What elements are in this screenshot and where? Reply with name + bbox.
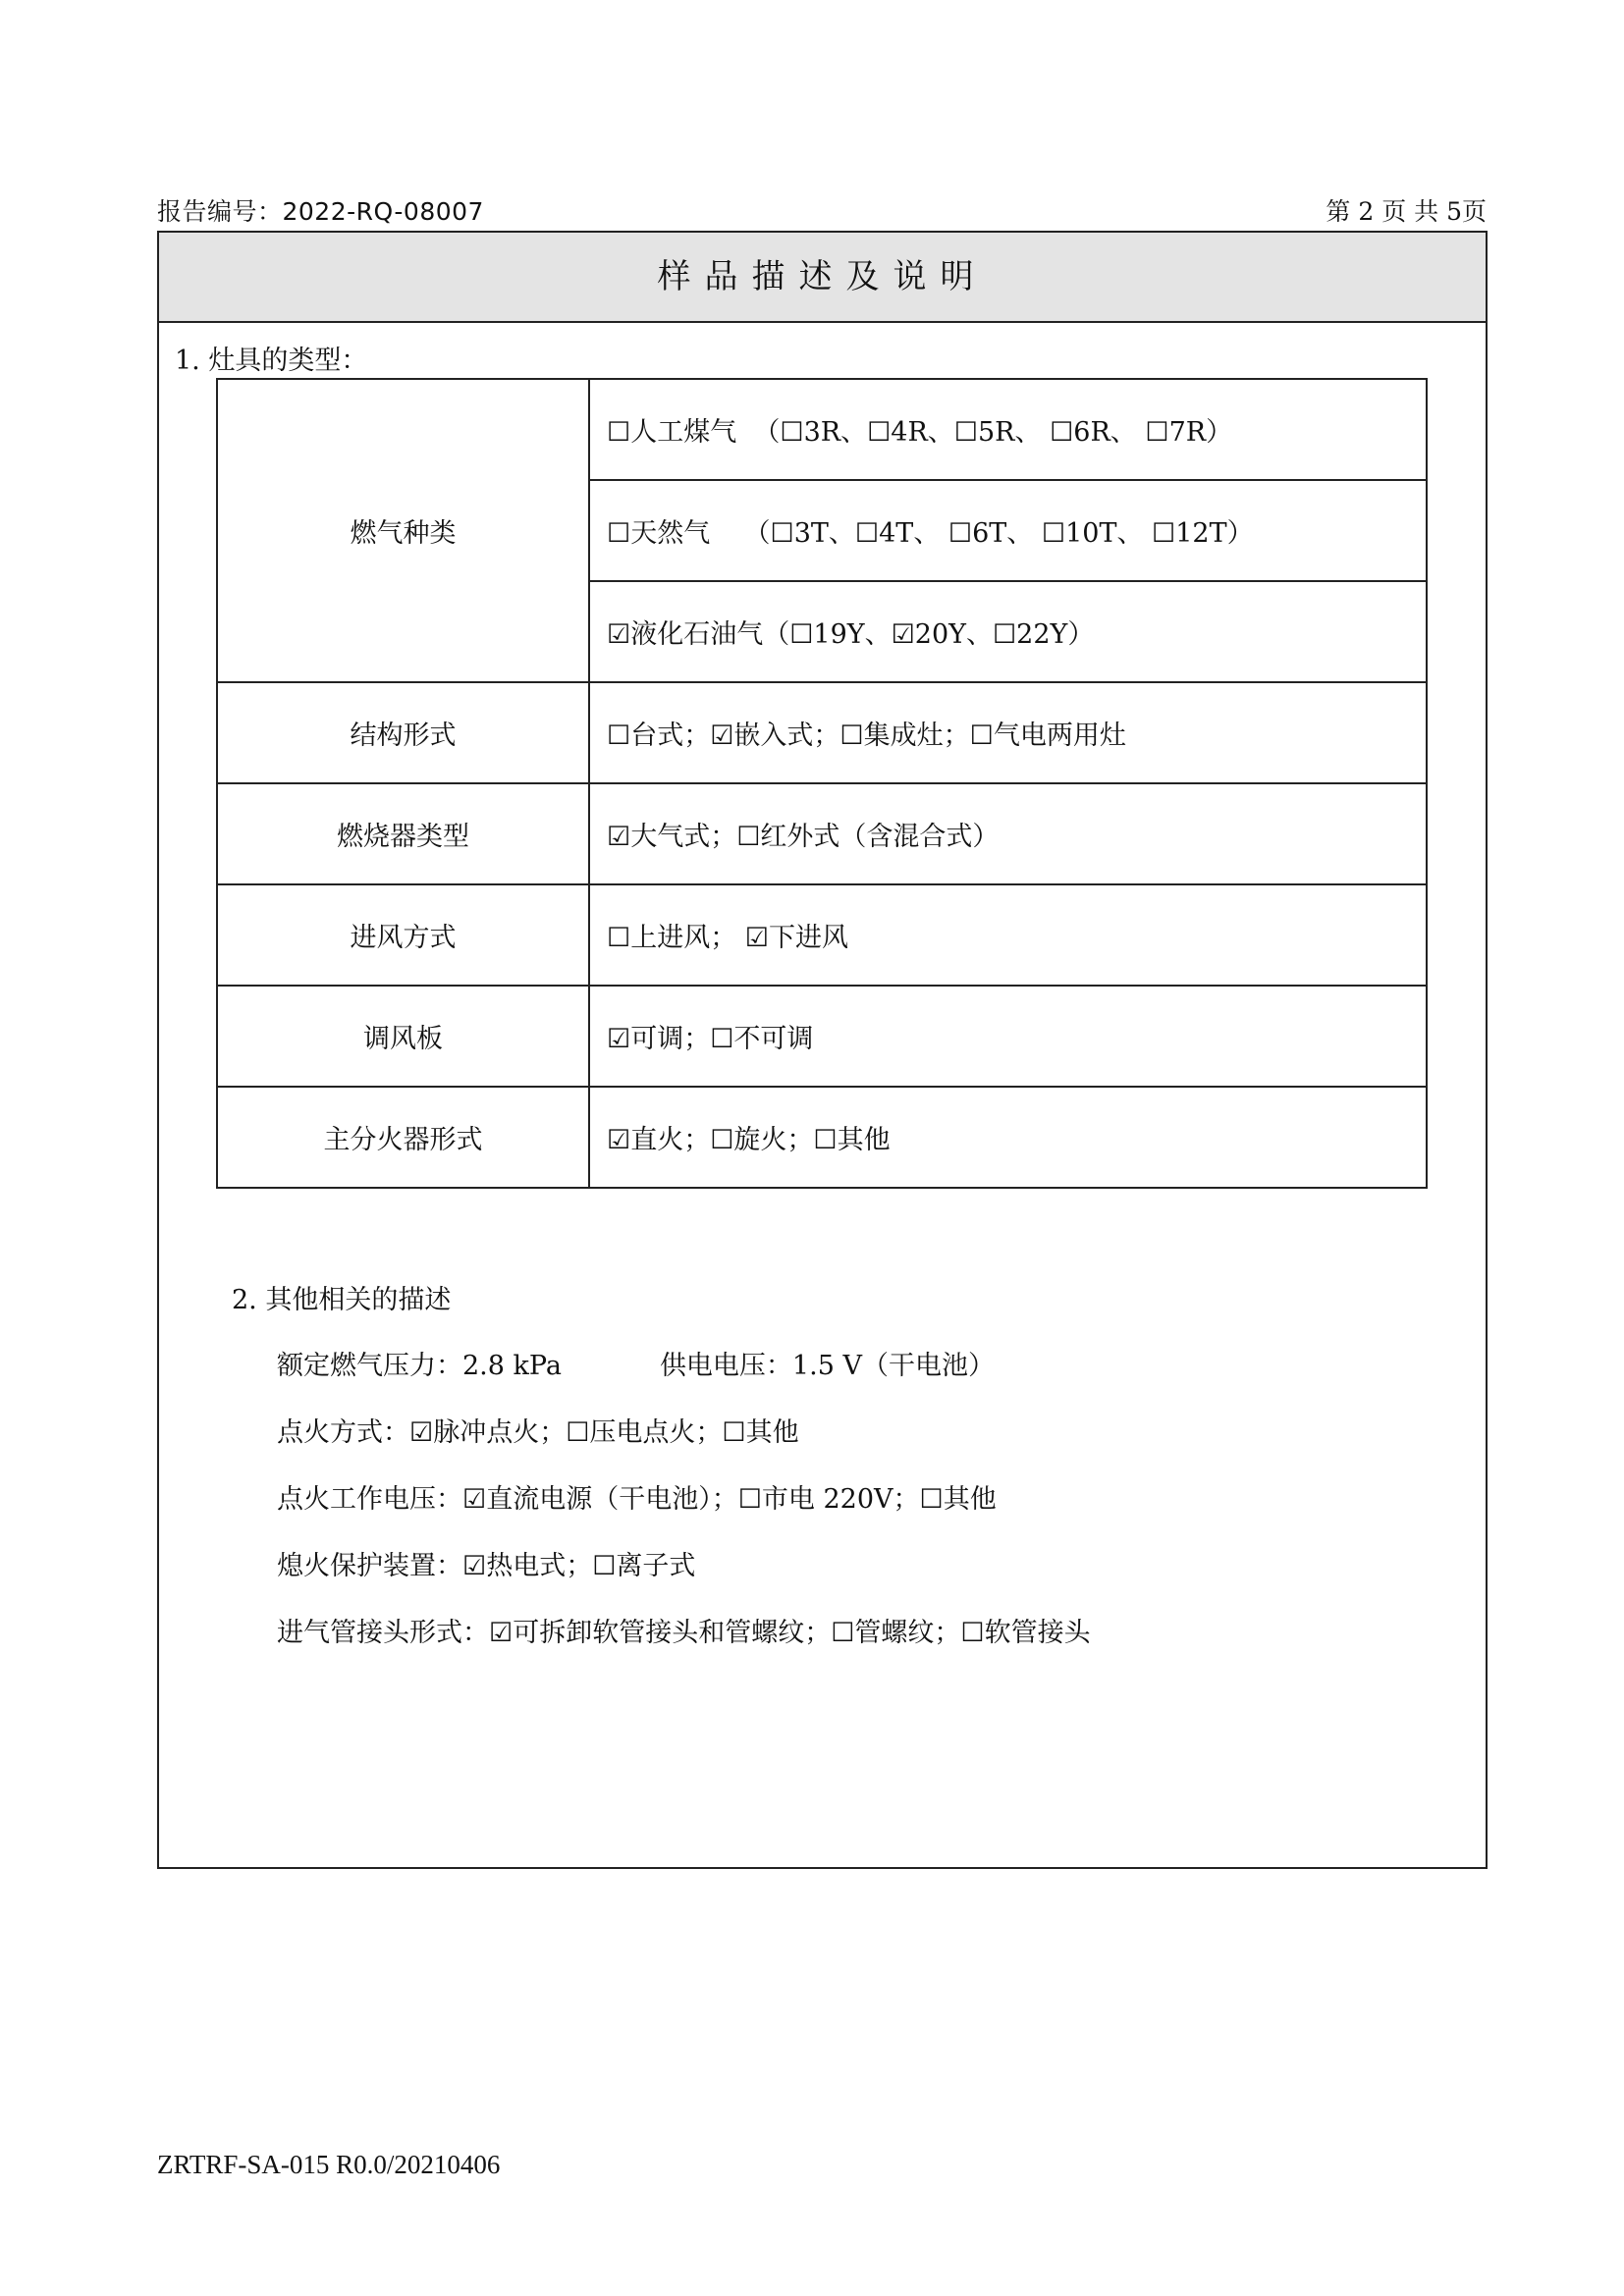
damper-label: 调风板 [217, 986, 589, 1087]
flame-cap-label: 主分火器形式 [217, 1087, 589, 1188]
form-code-footer: ZRTRF-SA-015 R0.0/20210406 [157, 2150, 501, 2179]
rated-pressure: 额定燃气压力：2.8 kPa [277, 1351, 562, 1381]
gas-option-artificial: ☐人工煤气 （☐3R、☐4R、☐5R、 ☐6R、 ☐7R） [589, 379, 1427, 480]
document-frame [157, 231, 1488, 1869]
air-intake-label: 进风方式 [217, 884, 589, 986]
ignition-method: 点火方式：☑脉冲点火；☐压电点火；☐其他 [277, 1417, 799, 1448]
burner-type-label: 燃烧器类型 [217, 783, 589, 884]
stove-type-table [216, 378, 1428, 1189]
page-header [157, 192, 1487, 228]
page-number: 第 2 页 共 5页 [1326, 197, 1487, 226]
table-row [217, 783, 1427, 884]
gas-type-label: 燃气种类 [217, 379, 589, 682]
section2 [232, 1278, 1091, 1678]
flame-failure-device: 熄火保护装置：☑热电式；☐离子式 [277, 1551, 696, 1581]
section-title: 样品描述及说明 [159, 233, 1486, 323]
table-row [217, 379, 1427, 480]
gas-option-natural: ☐天然气 （☐3T、☐4T、 ☐6T、 ☐10T、 ☐12T） [589, 480, 1427, 581]
table-row [217, 986, 1427, 1087]
structure-label: 结构形式 [217, 682, 589, 783]
gas-option-lpg: ☑液化石油气（☐19Y、☑20Y、☐22Y） [589, 581, 1427, 682]
inlet-connector: 进气管接头形式：☑可拆卸软管接头和管螺纹；☐管螺纹；☐软管接头 [277, 1618, 1091, 1648]
table-row [217, 884, 1427, 986]
damper-value: ☑可调；☐不可调 [589, 986, 1427, 1087]
supply-voltage: 供电电压：1.5 V（干电池） [659, 1351, 995, 1381]
section1-heading: 1. 灶具的类型： [175, 346, 368, 376]
report-number: 报告编号：2022-RQ-08007 [157, 197, 484, 226]
section2-heading: 2. 其他相关的描述 [232, 1285, 452, 1315]
ignition-voltage: 点火工作电压：☑直流电源（干电池）；☐市电 220V；☐其他 [277, 1484, 997, 1515]
table-row [217, 1087, 1427, 1188]
pressure-power-line [232, 1344, 1091, 1411]
air-intake-value: ☐上进风； ☑下进风 [589, 884, 1427, 986]
burner-type-value: ☑大气式；☐红外式（含混合式） [589, 783, 1427, 884]
flame-cap-value: ☑直火；☐旋火；☐其他 [589, 1087, 1427, 1188]
table-row [217, 682, 1427, 783]
structure-value: ☐台式；☑嵌入式；☐集成灶；☐气电两用灶 [589, 682, 1427, 783]
